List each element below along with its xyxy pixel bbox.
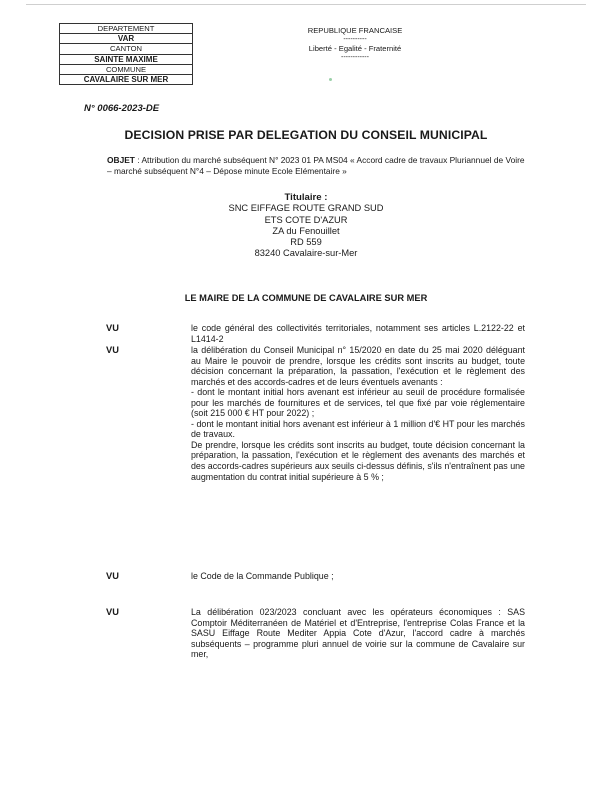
- decision-number: N° 0066-2023-DE: [84, 103, 160, 114]
- page-title: DECISION PRISE PAR DELEGATION DU CONSEIL MUNICIPAL: [124, 128, 488, 142]
- department-box: [59, 23, 193, 85]
- titulaire-line: ZA du Fenouillet: [272, 225, 340, 236]
- republic-title: REPUBLIQUE FRANCAISE: [307, 26, 403, 35]
- titulaire-line: ETS COTE D'AZUR: [264, 214, 348, 225]
- vu-label: VU: [106, 607, 119, 617]
- mark-dot: [329, 78, 332, 81]
- vu-paragraph: De prendre, lorsque les crédits sont inscrits au budget, toute décision concernant la préparation, la passation, l'exécution et le règlement des avenants des marchés et des accords-cadres supérieurs aux seuils ci-dessus définis, s'ils n'entraînent pas une augmentation du contrat initial supérieure à 5 % ;: [191, 439, 525, 482]
- vu-paragraph: La délibération 023/2023 concluant avec les opérateurs économiques : SAS Comptoir Méditerranéen de Matériel et d'Entreprise, l'entreprise Colas France et la SASU Eiffage Route Mediter Appia Cote d'Azur, l'accord cadre à marchés subséquents – programme pluri annuel de voirie sur la commune de Cavalaire sur mer,: [191, 607, 525, 660]
- titulaire-block: [0, 192, 612, 260]
- objet-paragraph: [107, 155, 527, 176]
- titulaire-line: RD 559: [290, 237, 322, 248]
- vu-paragraph: le code général des collectivités territoriales, notamment ses articles L.2122-22 et L1414-2: [191, 323, 525, 344]
- vu-text: [191, 607, 525, 660]
- vu-paragraph: - dont le montant initial hors avenant est inférieur au seuil de procédure formalisée pour les marchés de fournitures et de services, tel que fixé par voie réglementaire (soit 215 000 € HT pour 2022) ;: [191, 387, 525, 419]
- vu-text: [191, 571, 525, 582]
- vu-paragraph: la délibération du Conseil Municipal n° 15/2020 en date du 25 mai 2020 déléguant au Maire le pouvoir de prendre, lorsque les crédits sont inscrits au budget, toute décision concernant la préparation, la passation, l'exécution et le règlement des marchés et des accords-cadres et de leurs éventuels avenants :: [191, 345, 525, 387]
- objet-label: OBJET: [107, 155, 135, 165]
- departement-value: VAR: [60, 34, 193, 44]
- vu-text: [191, 323, 525, 344]
- objet-text: : Attribution du marché subséquent N° 2023 01 PA MS04 « Accord cadre de travaux Pluriannuel de Voire – marché subséquent N°4 – Dépose minute Ecole Elémentaire »: [107, 155, 525, 176]
- vu-label: VU: [106, 571, 119, 581]
- commune-label: COMMUNE: [60, 64, 193, 74]
- departement-label: DEPARTEMENT: [60, 24, 193, 34]
- canton-label: CANTON: [60, 44, 193, 54]
- titulaire-label: Titulaire :: [284, 192, 328, 203]
- vu-paragraph: - dont le montant initial hors avenant est inférieur à 1 million d'€ HT pour les marchés de travaux.: [191, 418, 525, 440]
- titulaire-line: 83240 Cavalaire-sur-Mer: [254, 248, 358, 259]
- republic-block: [285, 25, 425, 61]
- republic-motto: Liberté - Egalité - Fraternité: [308, 44, 402, 53]
- vu-label: VU: [106, 345, 119, 355]
- vu-text: [191, 345, 525, 482]
- titulaire-line: SNC EIFFAGE ROUTE GRAND SUD: [228, 203, 384, 214]
- separator-dashes: ----------: [343, 36, 367, 43]
- canton-value: SAINTE MAXIME: [60, 54, 193, 64]
- separator-dashes: ------------: [341, 54, 369, 61]
- vu-paragraph: le Code de la Commande Publique ;: [191, 571, 334, 581]
- top-rule: [26, 4, 586, 5]
- commune-value: CAVALAIRE SUR MER: [60, 75, 193, 85]
- maire-heading: LE MAIRE DE LA COMMUNE DE CAVALAIRE SUR MER: [184, 293, 428, 303]
- vu-label: VU: [106, 323, 119, 333]
